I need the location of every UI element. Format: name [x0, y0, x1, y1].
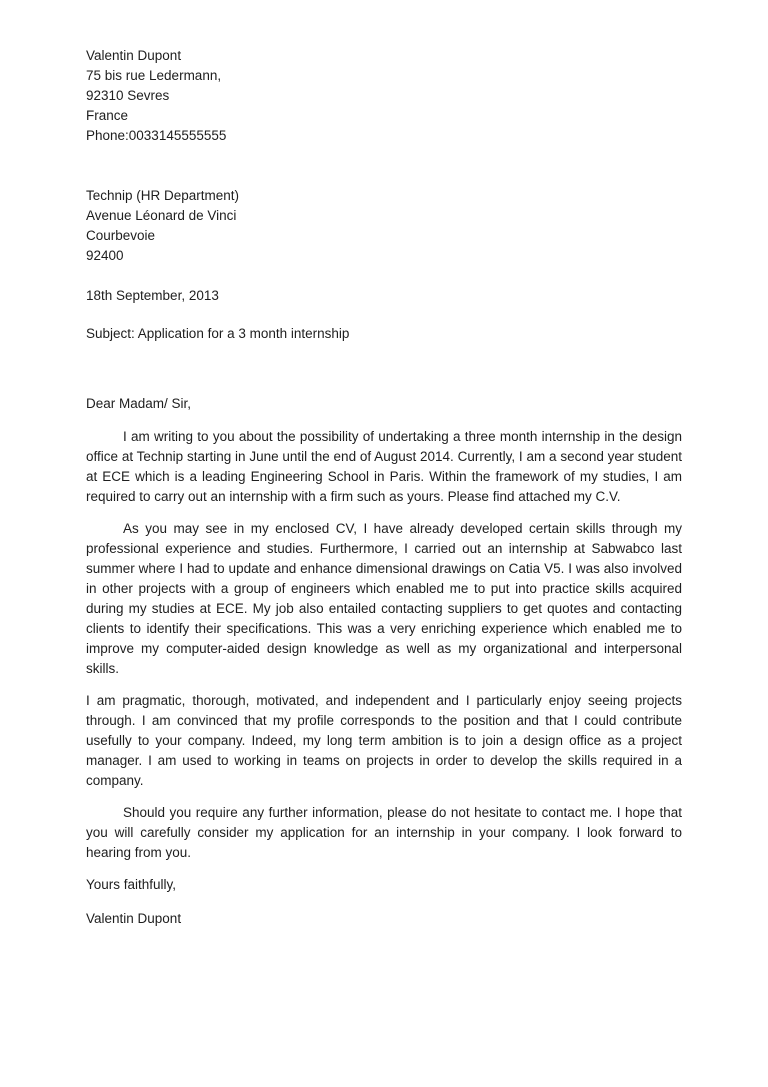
body-paragraph-2: As you may see in my enclosed CV, I have already developed certain skills through my professional experience and studies. Furthermore, I carried out an internship at Sabwabco last summer where I had to update and enhance dimensional drawings on Catia V5. I was also involved in other projects with a group of engineers which enabled me to put into practice skills acquired during my studies at ECE. My job also entailed contacting suppliers to get quotes and contacting clients to identify their specifications. This was a very enriching experience which enabled me to improve my computer-aided design knowledge as well as my organizational and interpersonal skills.: [86, 521, 682, 676]
recipient-postcode: 92400: [86, 248, 124, 263]
sender-country: France: [86, 108, 129, 123]
sender-city: 92310 Sevres: [86, 88, 170, 103]
recipient-address-block: [86, 186, 682, 266]
sender-address-block: [86, 46, 682, 146]
sender-name: Valentin Dupont: [86, 48, 182, 63]
body-paragraph-4: Should you require any further information, please do not hesitate to contact me. I hope that you will carefully consider my application for an internship in your company. I look forward to hearing from you.: [86, 805, 682, 860]
letter-date: 18th September, 2013: [86, 288, 219, 303]
salutation: Dear Madam/ Sir,: [86, 396, 192, 411]
body-paragraph-1: I am writing to you about the possibility of undertaking a three month internship in the design office at Technip starting in June until the end of August 2014. Currently, I am a second year student at ECE which is a leading Engineering School in Paris. Within the framework of my studies, I am required to carry out an internship with a firm such as yours. Please find attached my C.V.: [86, 429, 682, 504]
subject-line: Subject: Application for a 3 month internship: [86, 326, 350, 341]
recipient-street: Avenue Léonard de Vinci: [86, 208, 237, 223]
sender-phone: Phone:0033145555555: [86, 128, 227, 143]
recipient-city: Courbevoie: [86, 228, 156, 243]
closing: Yours faithfully,: [86, 877, 177, 892]
body-paragraph-3: I am pragmatic, thorough, motivated, and independent and I particularly enjoy seeing projects through. I am convinced that my profile corresponds to the position and that I could contribute usefully to your company. Indeed, my long term ambition is to join a design office as a project manager. I am used to working in teams on projects in order to develop the skills required in a company.: [86, 693, 682, 788]
signature: Valentin Dupont: [86, 911, 182, 926]
sender-street: 75 bis rue Ledermann,: [86, 68, 222, 83]
recipient-company: Technip (HR Department): [86, 188, 240, 203]
